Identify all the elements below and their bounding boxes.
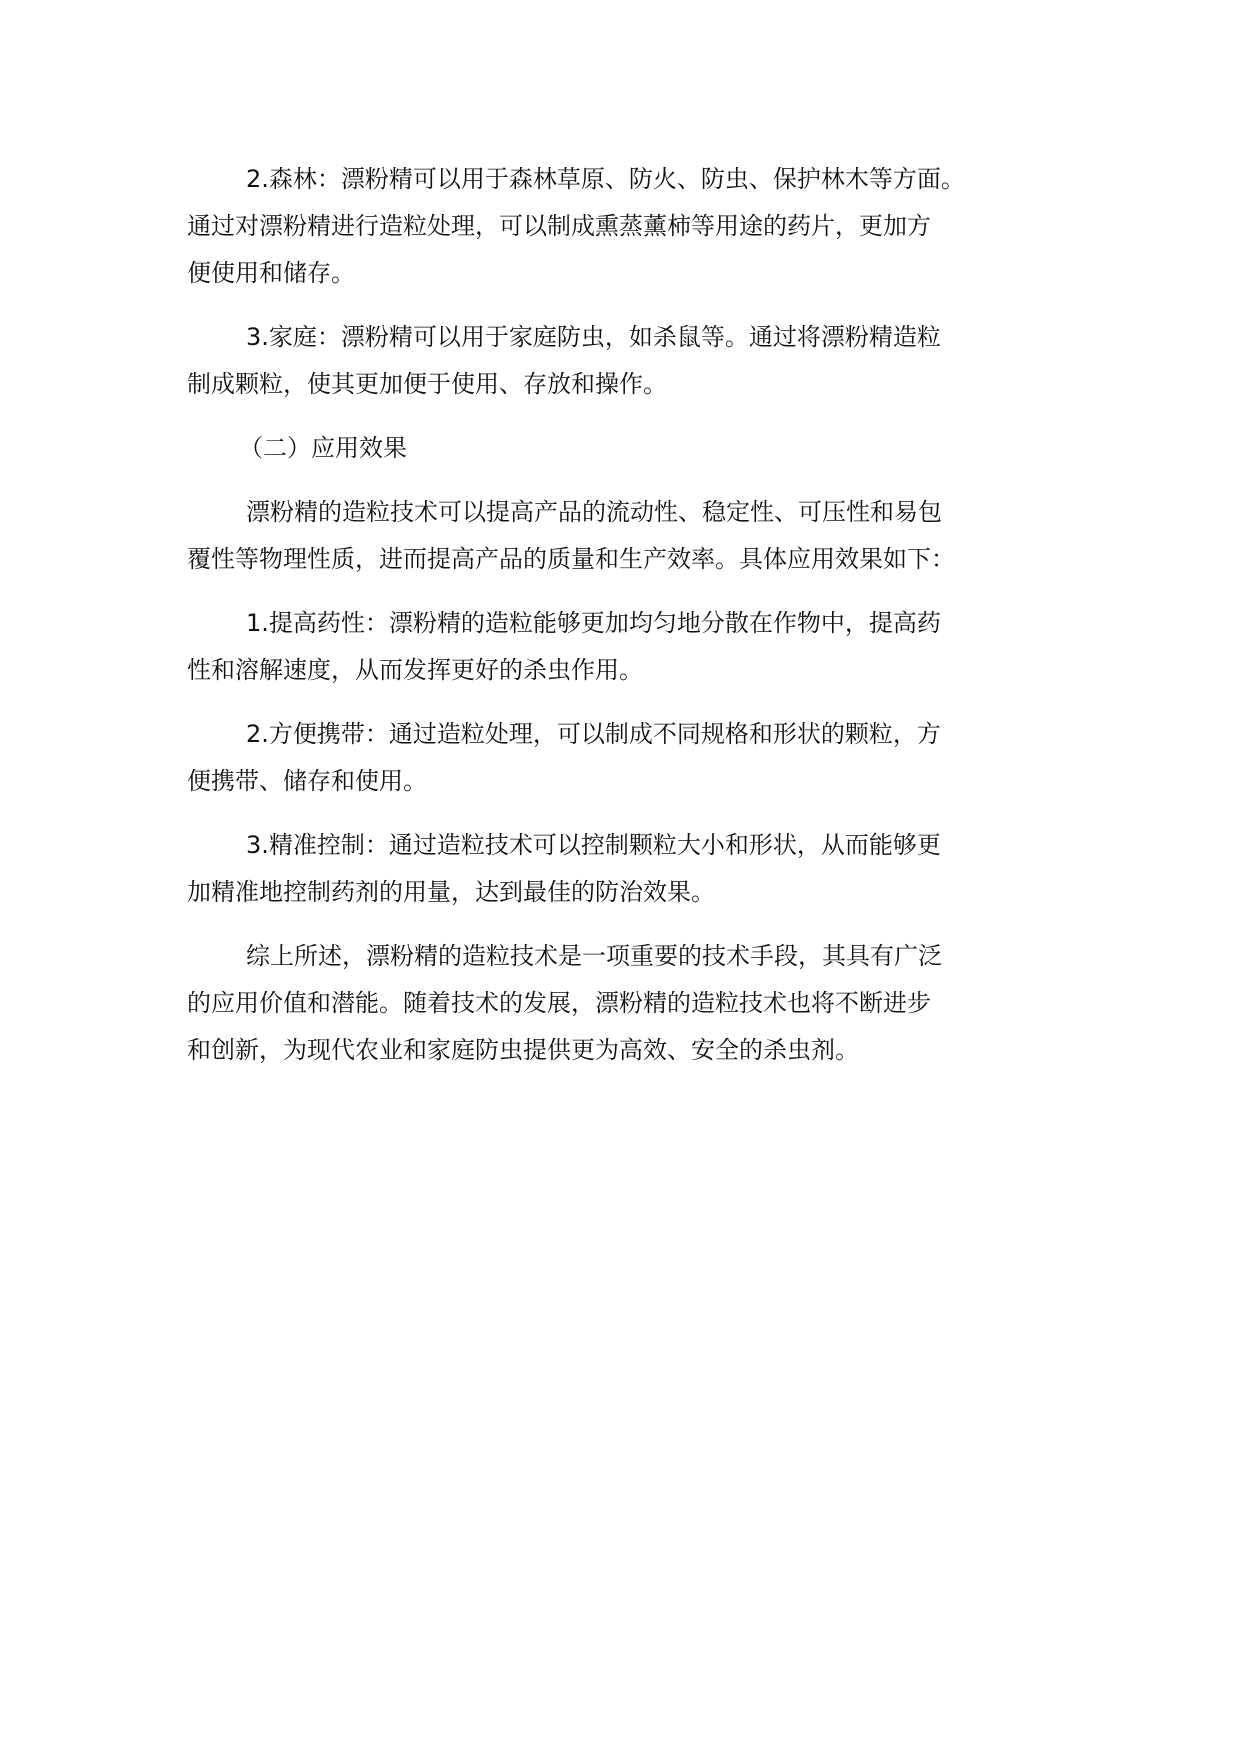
paragraph-line: 通过对漂粉精进行造粒处理，可以制成熏蒸薰柿等用途的药片，更加方 [187,212,931,240]
paragraph-effect-potency [187,600,1087,694]
paragraph-line: 2.方便携带：通过造粒处理，可以制成不同规格和形状的颗粒，方 [246,720,941,748]
paragraph-line: 性和溶解速度，从而发挥更好的杀虫作用。 [187,656,643,684]
paragraph-line: 3.家庭：漂粉精可以用于家庭防虫，如杀鼠等。通过将漂粉精造粒 [246,323,941,351]
paragraph-conclusion [187,933,1087,1074]
document-body [187,156,1087,1091]
paragraph-effects-intro [187,489,1087,583]
paragraph-forest [187,156,1087,297]
paragraph-line: 3.精准控制：通过造粒技术可以控制颗粒大小和形状，从而能够更 [246,831,941,859]
paragraph-line: 综上所述，漂粉精的造粒技术是一项重要的技术手段，其具有广泛 [246,942,942,970]
paragraph-line: 便使用和储存。 [187,259,355,287]
section-heading-text: （二）应用效果 [239,434,407,462]
paragraph-line: 制成颗粒，使其更加便于使用、存放和操作。 [187,370,667,398]
paragraph-line: 便携带、储存和使用。 [187,767,427,795]
paragraph-line: 漂粉精的造粒技术可以提高产品的流动性、稳定性、可压性和易包 [246,498,942,526]
paragraph-household [187,314,1087,408]
paragraph-line: 加精准地控制药剂的用量，达到最佳的防治效果。 [187,878,715,906]
paragraph-line: 的应用价值和潜能。随着技术的发展，漂粉精的造粒技术也将不断进步 [187,989,931,1017]
paragraph-line: 和创新，为现代农业和家庭防虫提供更为高效、安全的杀虫剂。 [187,1036,859,1064]
paragraph-line: 覆性等物理性质，进而提高产品的质量和生产效率。具体应用效果如下： [187,545,955,573]
paragraph-line: 2.森林：漂粉精可以用于森林草原、防火、防虫、保护林木等方面。 [246,165,965,193]
paragraph-effect-portability [187,711,1087,805]
paragraph-effect-precision [187,822,1087,916]
section-heading [187,425,1087,472]
paragraph-line: 1.提高药性：漂粉精的造粒能够更加均匀地分散在作物中，提高药 [246,609,941,637]
